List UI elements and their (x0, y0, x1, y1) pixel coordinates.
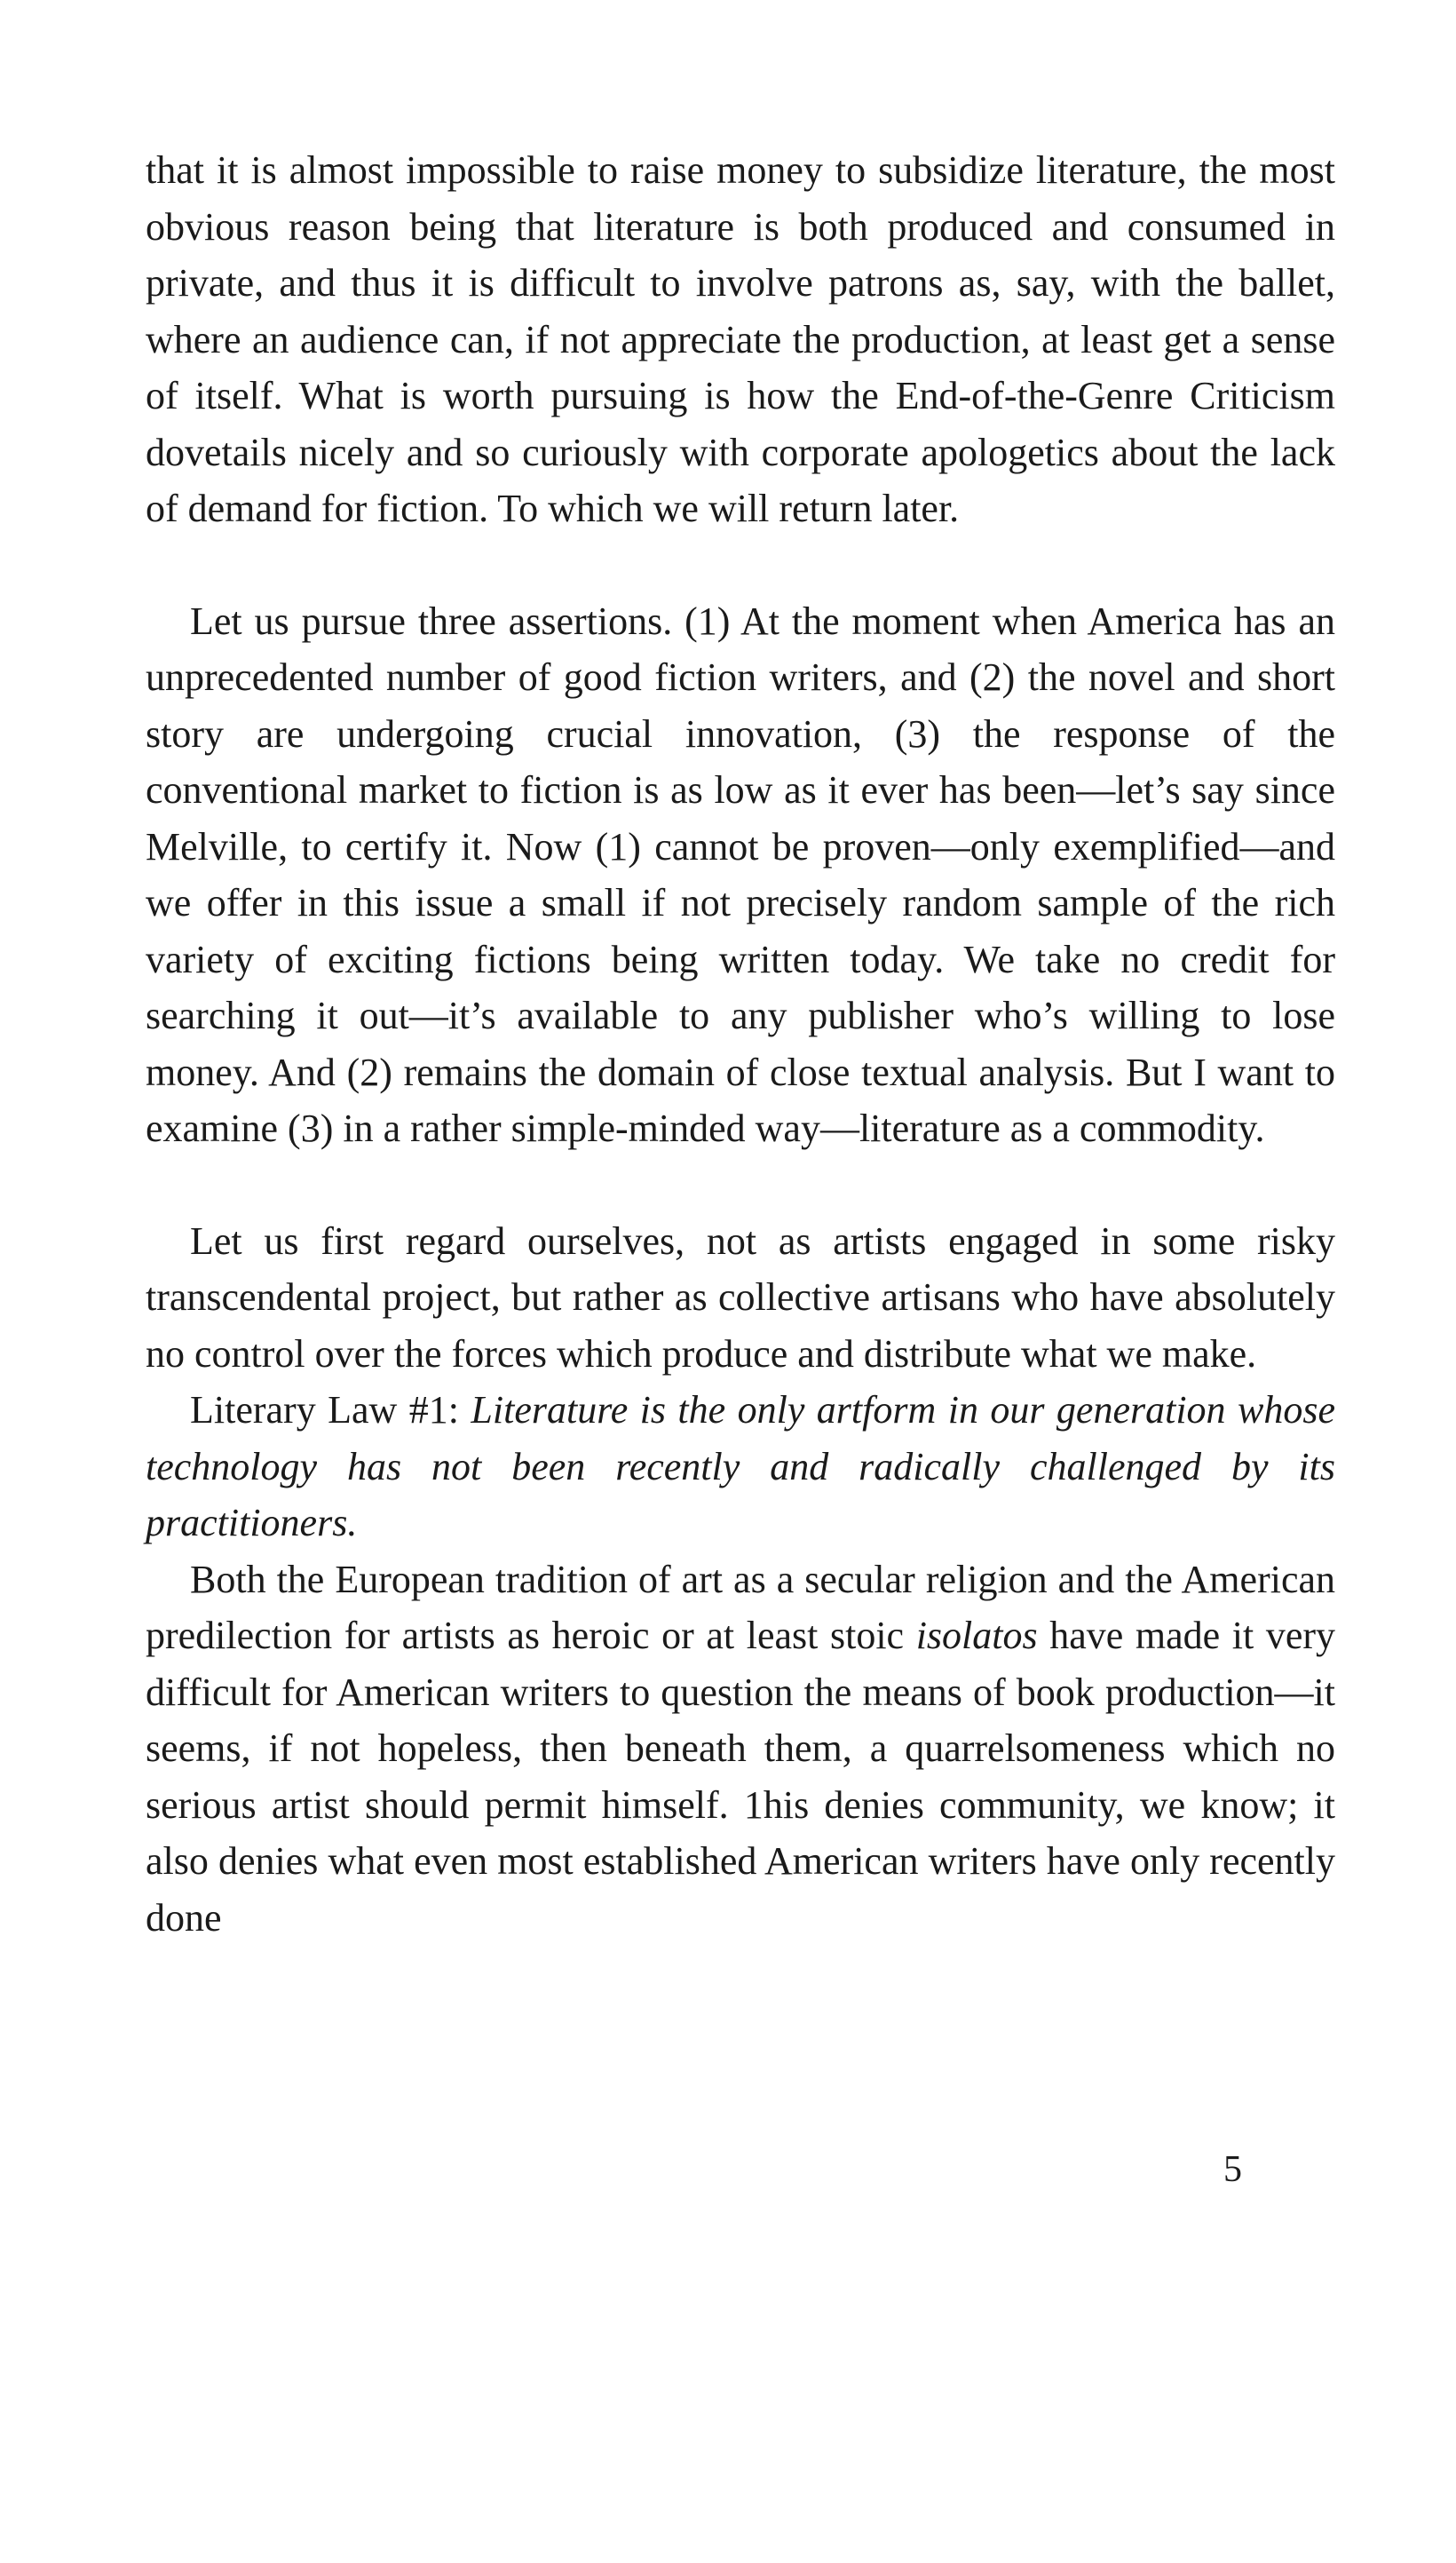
paragraph-5 (146, 1551, 1335, 1947)
page-number: 5 (1223, 2149, 1242, 2190)
paragraph-3: Let us first regard ourselves, not as artists engaged in some risky transcendental project, but rather as collective artisans who have absolutely no control over the forces which produce and distribute what we make. (146, 1218, 1335, 1376)
paragraph-5-text-after: have made it very difficult for American writers to question the means of book production—it seems, if not hopeless, then beneath them, a quarrelsomeness which no serious artist should permit himself. 1his denies community, we know; it also denies what even most established American writers have only recently done (146, 1614, 1336, 1940)
paragraph-5-emphasis: isolatos (915, 1614, 1038, 1657)
page-body (146, 142, 1335, 1946)
literary-law-label: Literary Law #1: (190, 1388, 459, 1432)
literary-law-text: Literature is the only artform in our generation whose technology has not been recently and radically challenged by its practitioners. (146, 1388, 1335, 1544)
paragraph-5-text-before: Both the European tradition of art as a secular religion and the American predilection for artists as heroic or at least stoic (146, 1557, 1335, 1657)
paragraph-1: that it is almost impossible to raise money to subsidize literature, the most obvious reason being that literature is both produced and consumed in private, and thus it is difficult to involve patrons as, say, with the ballet, where an audience can, if not appreciate the production, at least get a sense of itself. What is worth pursuing is how the End-of-the-Genre Criticism dovetails nicely and so curiously with corporate apologetics about the lack of demand for fiction. To which we will return later. (146, 148, 1335, 530)
literary-law-paragraph (146, 1382, 1335, 1551)
paragraph-2: Let us pursue three assertions. (1) At the moment when America has an unprecedented number of good fiction writers, and (2) the novel and short story are undergoing crucial innovation, (3) the response of the conventional market to fiction is as low as it ever has been—let’s say since Melville, to certify it. Now (1) cannot be proven—only exemplified—and we offer in this issue a small if not precisely random sample of the rich variety of exciting fictions being written today. We take no credit for searching it out—it’s available to any publisher who’s willing to lose money. And (2) remains the domain of close textual analysis. But I want to examine (3) in a rather simple-minded way—literature as a commodity. (146, 599, 1335, 1150)
